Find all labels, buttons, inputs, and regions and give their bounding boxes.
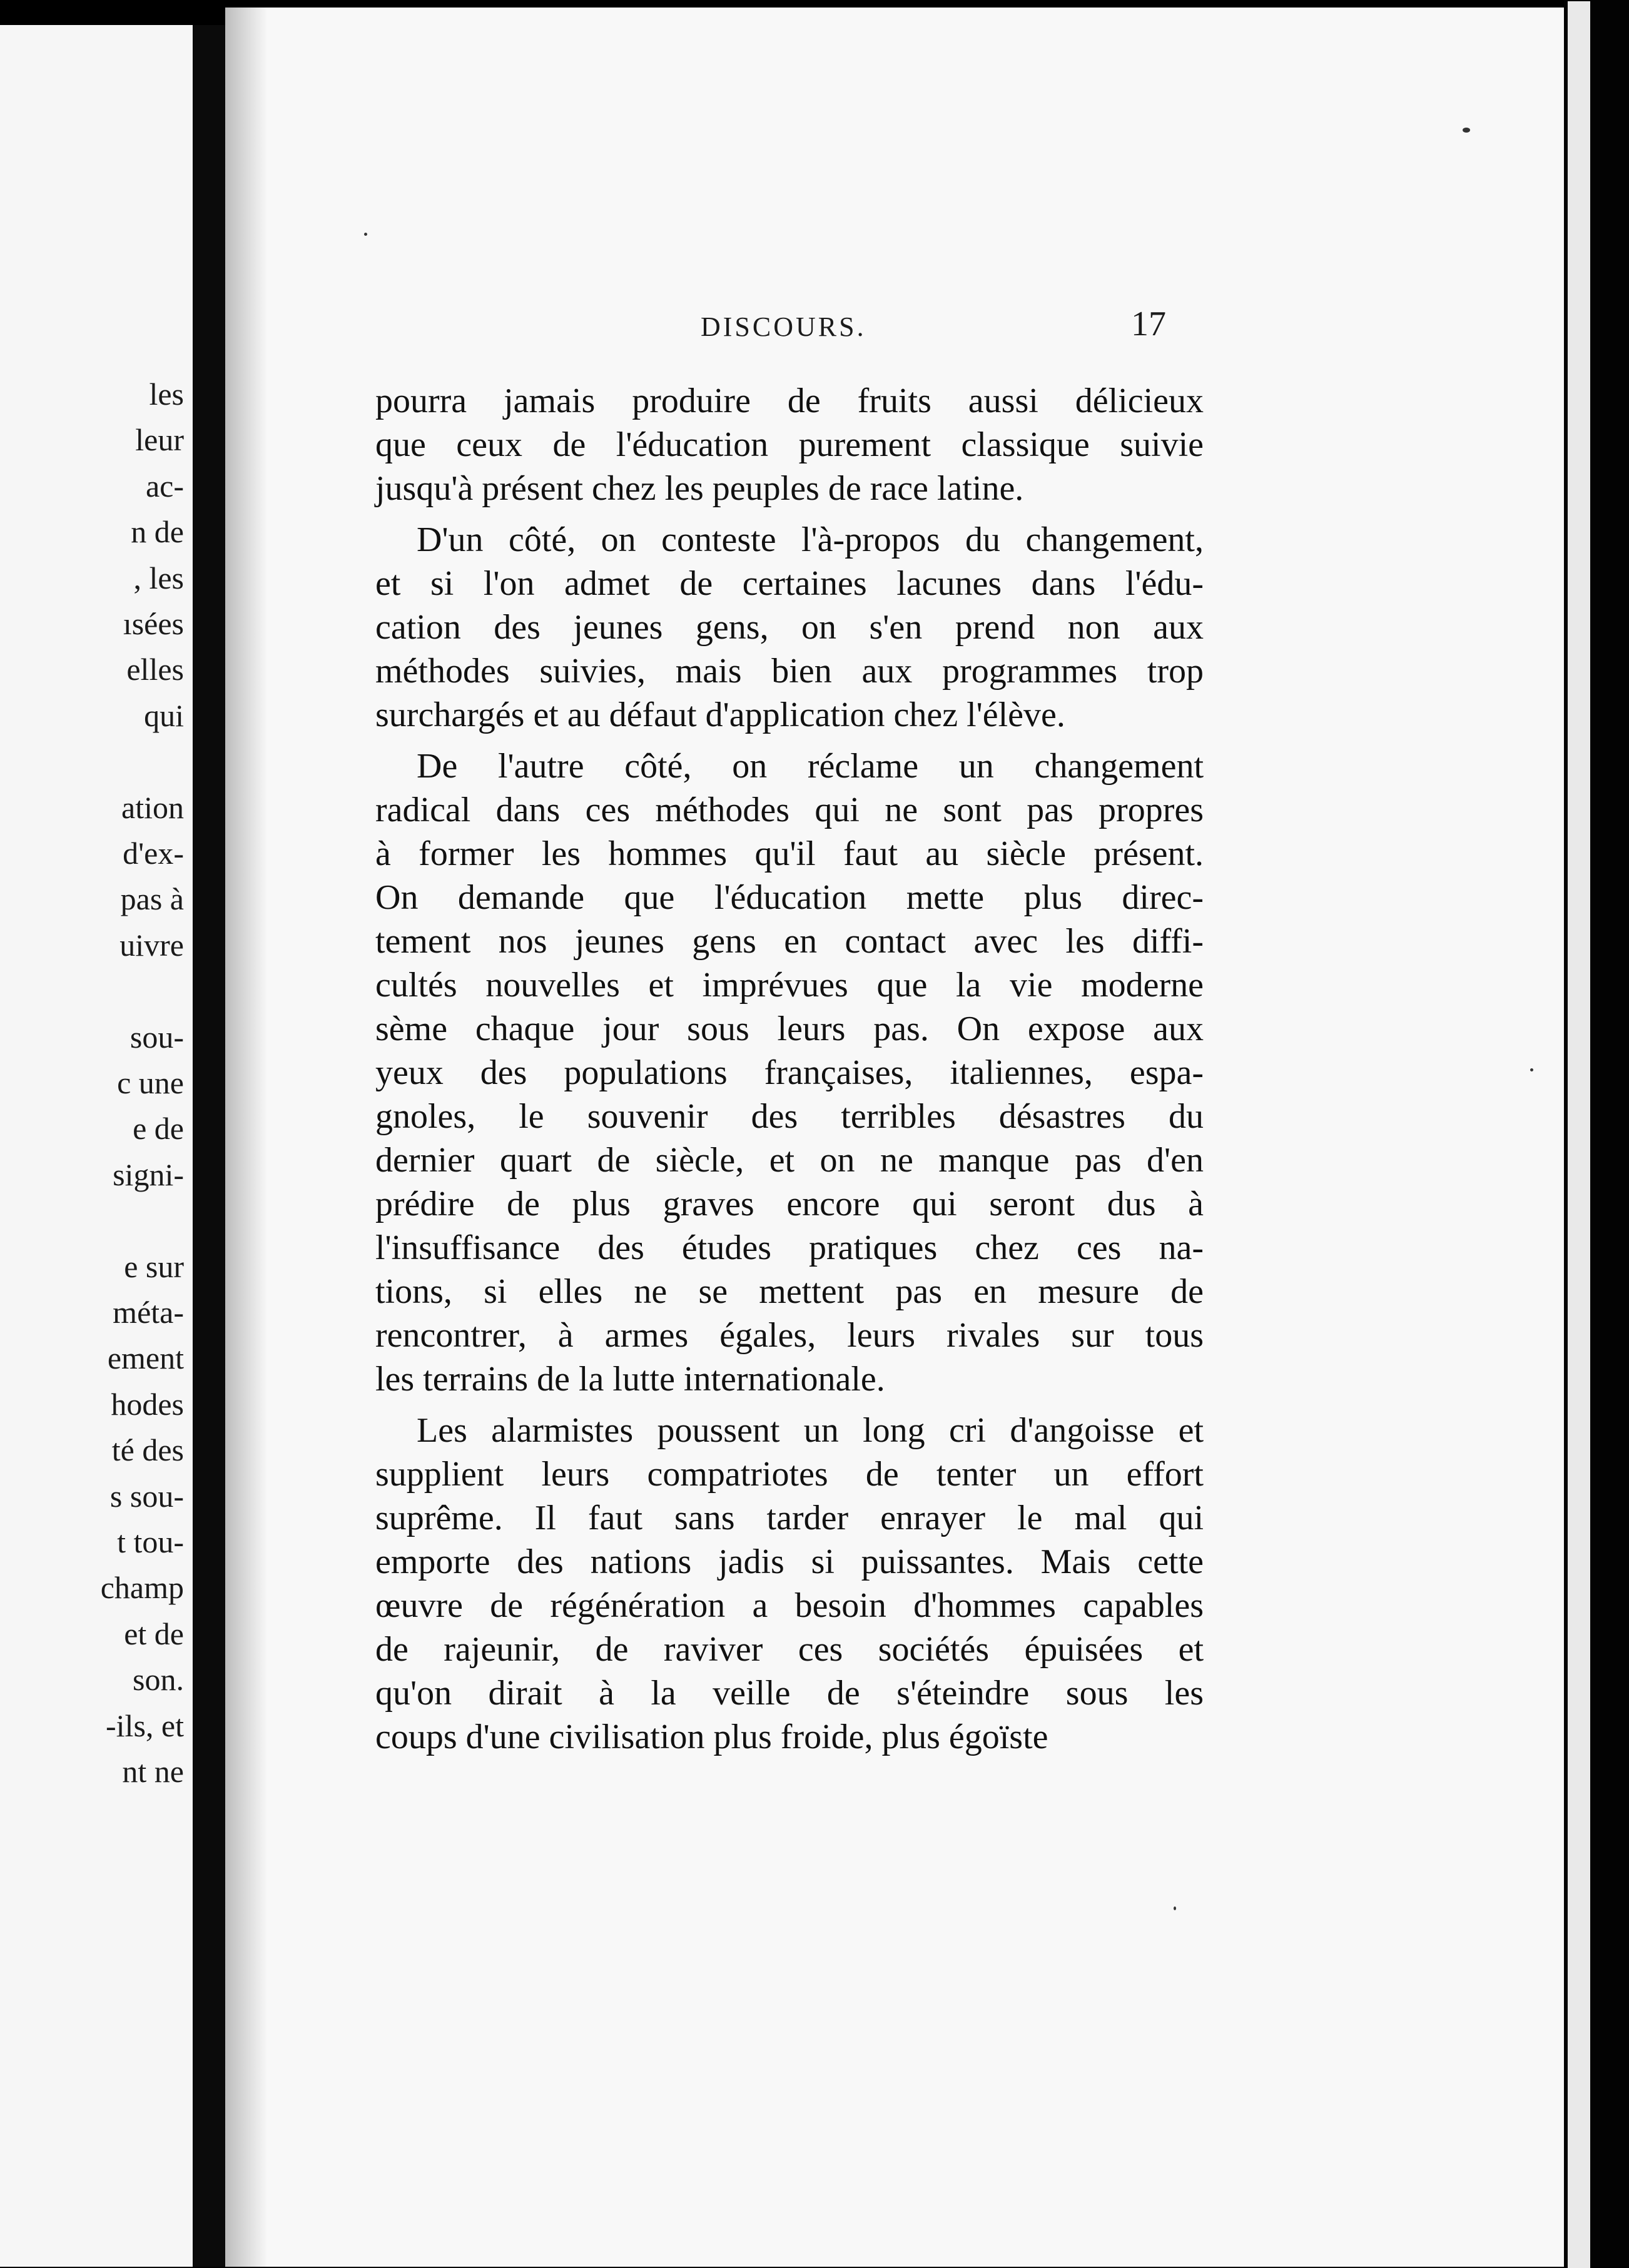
text-line: D'un côté, on conteste l'à-propos du changement, bbox=[417, 520, 1204, 559]
previous-page-line: leur bbox=[135, 422, 184, 458]
previous-page-line: -ils, et bbox=[106, 1708, 184, 1743]
previous-page-line: et de bbox=[124, 1616, 184, 1651]
previous-page-fragment bbox=[0, 25, 193, 2267]
text-line: Les alarmistes poussent un long cri d'angoisse et bbox=[417, 1411, 1204, 1450]
dust-speck bbox=[1463, 128, 1470, 133]
previous-page-line: son. bbox=[133, 1662, 184, 1698]
text-line: tions, si elles ne se mettent pas en mesure de bbox=[375, 1272, 1204, 1311]
text-line: à former les hommes qu'il faut au siècle présent. bbox=[375, 834, 1204, 873]
text-line: supplient leurs compatriotes de tenter un effort bbox=[375, 1455, 1204, 1494]
previous-page-line: sou- bbox=[129, 1019, 184, 1055]
text-line: suprême. Il faut sans tarder enrayer le mal qui bbox=[375, 1499, 1204, 1537]
text-line: cultés nouvelles et imprévues que la vie moderne bbox=[375, 966, 1204, 1005]
previous-page-line: pas à bbox=[120, 881, 184, 917]
text-line: que ceux de l'éducation purement classique suivie bbox=[375, 425, 1204, 464]
binding-gutter bbox=[193, 25, 225, 2267]
text-line: sème chaque jour sous leurs pas. On expose aux bbox=[375, 1010, 1204, 1048]
text-line: pourra jamais produire de fruits aussi délicieux bbox=[375, 382, 1204, 420]
paragraph-gap bbox=[375, 737, 1204, 744]
previous-page-line: ement bbox=[107, 1340, 184, 1376]
text-line: De l'autre côté, on réclame un changement bbox=[417, 747, 1204, 786]
next-page-edge bbox=[1568, 1, 1590, 2268]
text-line: emporte des nations jadis si puissantes. Mais cette bbox=[375, 1542, 1204, 1581]
previous-page-line: elles bbox=[126, 652, 184, 687]
previous-page-line: ation bbox=[121, 789, 184, 825]
previous-page-line: hodes bbox=[111, 1386, 184, 1422]
text-line: qu'on dirait à la veille de s'éteindre sous les bbox=[375, 1674, 1204, 1713]
text-line: dernier quart de siècle, et on ne manque pas d'en bbox=[375, 1141, 1204, 1180]
previous-page-line: s sou- bbox=[109, 1478, 184, 1514]
previous-page-line: e de bbox=[133, 1111, 184, 1147]
page-number: 17 bbox=[1131, 305, 1166, 343]
previous-page-line: e sur bbox=[124, 1248, 184, 1284]
dust-speck bbox=[1174, 1906, 1176, 1910]
previous-page-line: champ bbox=[100, 1570, 184, 1606]
previous-page-line: nt ne bbox=[122, 1754, 184, 1789]
text-line: surchargés et au défaut d'application chez l'élève. bbox=[375, 696, 1065, 734]
text-line: méthodes suivies, mais bien aux programmes trop bbox=[375, 652, 1204, 691]
previous-page-line: ac- bbox=[145, 468, 184, 504]
text-line: rencontrer, à armes égales, leurs rivales sur tous bbox=[375, 1316, 1204, 1355]
previous-page-line: c une bbox=[117, 1065, 184, 1100]
text-line: les terrains de la lutte internationale. bbox=[375, 1360, 885, 1399]
text-line: de rajeunir, de raviver ces sociétés épuisées et bbox=[375, 1630, 1204, 1669]
text-line: œuvre de régénération a besoin d'hommes capables bbox=[375, 1586, 1204, 1625]
text-line: et si l'on admet de certaines lacunes dans l'édu- bbox=[375, 564, 1204, 603]
previous-page-line: d'ex- bbox=[123, 836, 184, 871]
previous-page-line: t tou- bbox=[117, 1524, 184, 1559]
dust-speck bbox=[364, 233, 367, 236]
previous-page-line: signi- bbox=[113, 1157, 184, 1192]
previous-page-line: ısées bbox=[123, 606, 184, 641]
text-line: radical dans ces méthodes qui ne sont pas propres bbox=[375, 791, 1204, 829]
paragraph bbox=[375, 379, 1204, 510]
previous-page-line: les bbox=[149, 377, 184, 412]
previous-page-line: uivre bbox=[119, 927, 184, 963]
dust-speck bbox=[1530, 1068, 1533, 1071]
page-inner-shadow bbox=[225, 8, 268, 2267]
text-line: jusqu'à présent chez les peuples de race latine. bbox=[375, 469, 1024, 508]
text-line: l'insuffisance des études pratiques chez ces na- bbox=[375, 1228, 1204, 1267]
paragraph bbox=[375, 518, 1204, 737]
previous-page-line: n de bbox=[131, 514, 184, 550]
paragraph-gap bbox=[375, 510, 1204, 518]
text-line: yeux des populations françaises, italiennes, espa- bbox=[375, 1053, 1204, 1092]
text-line: On demande que l'éducation mette plus direc- bbox=[375, 878, 1204, 917]
previous-page-line: méta- bbox=[113, 1295, 184, 1330]
previous-page-line: , les bbox=[133, 560, 184, 595]
previous-page-line: qui bbox=[144, 697, 184, 733]
text-line: gnoles, le souvenir des terribles désastres du bbox=[375, 1097, 1204, 1136]
text-line: coups d'une civilisation plus froide, plus égoïste bbox=[375, 1718, 1048, 1756]
paragraph-gap bbox=[375, 1401, 1204, 1409]
body-text bbox=[375, 379, 1204, 1759]
text-line: cation des jeunes gens, on s'en prend non aux bbox=[375, 608, 1204, 647]
text-line: prédire de plus graves encore qui seront dus à bbox=[375, 1185, 1204, 1223]
previous-page-line: té des bbox=[111, 1432, 184, 1468]
paragraph bbox=[375, 744, 1204, 1401]
paragraph bbox=[375, 1409, 1204, 1759]
text-line: tement nos jeunes gens en contact avec les diffi- bbox=[375, 922, 1204, 961]
running-title: DISCOURS. bbox=[701, 311, 866, 342]
